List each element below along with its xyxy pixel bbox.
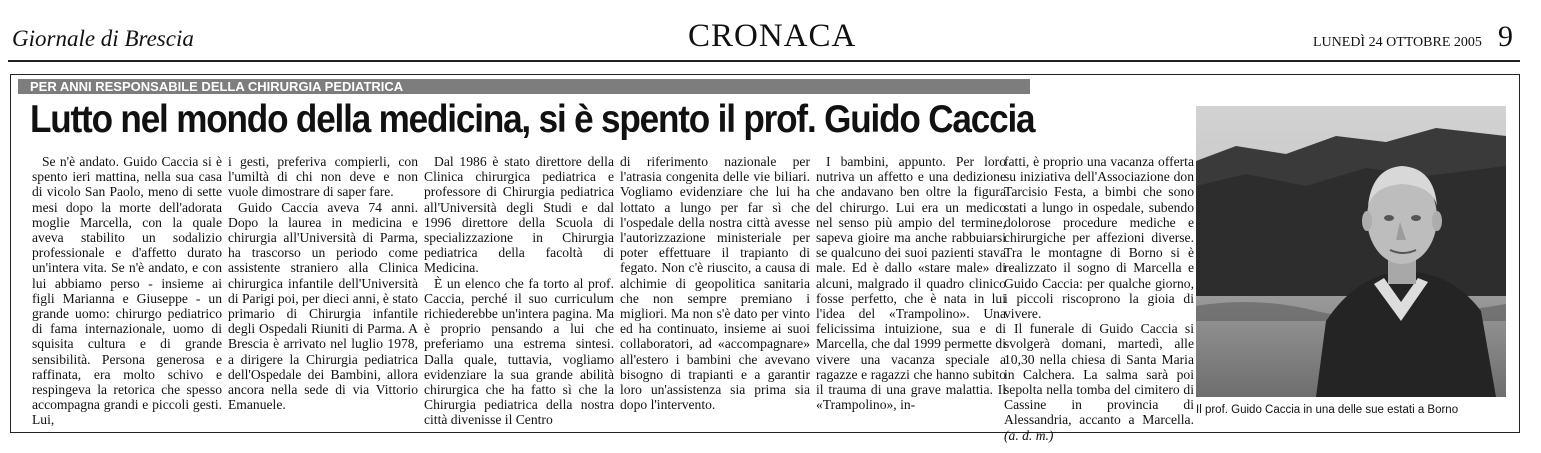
page-number: 9 (1498, 20, 1513, 53)
article-photo (1196, 106, 1506, 397)
article-column-5 (816, 154, 1006, 412)
paragraph: Se n'è andato. Guido Caccia si è spento ieri mattina, nella sua casa di vicolo San Paolo, meno di sette mesi dopo la morte dell'adorata moglie Marcella, con la quale aveva stabilito un sodalizio professionale e d'affetto durato un'intera vita. Se n'è andato, e con lui abbiamo perso - insieme ai figli Marianna e Giuseppe - un grande uomo: chirurgo pediatrico di fama internazionale, uomo di squisita cultura e di grande sensibilità. Persona generosa e raffinata, era molto schivo e respingeva la retorica che spesso accompagna grandi e piccoli gesti. Lui, (32, 154, 222, 428)
article-column-1 (32, 154, 222, 428)
paragraph: I bambini, appunto. Per loro nutriva un affetto e una dedizione che andavano ben oltre la figura del chirurgo. Lui era un medico nel senso più ampio del termine, sapeva gioire ma anche rabbuiarsi se qualcuno dei suoi pazienti stava male. Ed è dallo «stare male» di alcuni, malgrado il quadro clinico fosse perfetto, che è nata in lui l'idea del «Trampolino». Una felicissima intuizione, sua e di Marcella, che dal 1999 permette di vivere una vacanza speciale a ragazze e ragazzi che hanno subito il trauma di una grave malattia. Il «Trampolino», in- (816, 154, 1006, 413)
paragraph: È un elenco che fa torto al prof. Caccia, perché il suo curriculum richiederebbe un'intera pagina. Ma è proprio pensando a lui che preferiamo una estrema sintesi. Dalla quale, tuttavia, vogliamo evidenziare la sua grande abilità chirurgica che ha fatto sì che la Chirurgia pediatrica della nostra città divenisse il Centro (424, 275, 614, 428)
paragraph: fatti, è proprio una vacanza offerta su iniziativa dell'Associazione don Tarcisio Festa, a bimbi che sono stati a lungo in ospedale, subendo dolorose procedure mediche e chirurgiche per affezioni diverse. Tra le montagne di Borno si è realizzato il sogno di Marcella e Guido Caccia: per qualche giorno, i piccoli riscoprono la gioia di vivere. (1004, 154, 1194, 322)
article-kicker: PER ANNI RESPONSABILE DELLA CHIRURGIA PEDIATRICA (18, 79, 1030, 94)
author-signature: (a. d. m.) (1004, 427, 1054, 443)
paragraph (1004, 321, 1194, 443)
paragraph: Dal 1986 è stato direttore della Clinica chirurgica pediatrica e professore di Chirurgia pediatrica all'Università degli Studi e dal 1996 direttore della Scuola di specializzazione in Chirurgia pediatrica della facoltà di Medicina. (424, 154, 614, 276)
article-column-4 (620, 154, 810, 412)
article-column-3 (424, 154, 614, 428)
portrait-photo (1196, 106, 1506, 397)
publication-date: LUNEDÌ 24 OTTOBRE 2005 (1313, 35, 1482, 50)
paragraph-text: Il funerale di Guido Caccia si svolgerà domani, martedì, alle 10,30 nella chiesa di Santa Maria in Calchera. La salma sarà poi sepolta nella tomba del cimitero di Cassine in provincia di Alessandria, accanto a Marcella. (1004, 321, 1194, 428)
paragraph: di riferimento nazionale per l'atrasia congenita delle vie biliari. Vogliamo evidenziare che lui ha lottato a lungo per far sì che l'ospedale della nostra città avesse l'autorizzazione ministeriale per poter effettuare il trapianto di fegato. Non c'è riuscito, a causa di alchimie di geopolitica sanitaria che non sempre premiano i migliori. Ma non s'è dato per vinto ed ha continuato, insieme ai suoi collaboratori, ad «accompagnare» all'estero i bambini che avevano bisogno di trapianti e a garantir loro un'assistenza sia prima sia dopo l'intervento. (620, 154, 810, 413)
newspaper-name: Giornale di Brescia (12, 26, 194, 51)
paragraph: i gesti, preferiva compierli, con l'umiltà di chi non deve e non vuole dimostrare di saper fare. (228, 154, 418, 200)
article-headline: Lutto nel mondo della medicina, si è spento il prof. Guido Caccia (30, 98, 1035, 141)
paragraph: Guido Caccia aveva 74 anni. Dopo la laurea in medicina e chirurgia all'Università di Parma, ha trascorso un periodo come assistente straniero alla Clinica chirurgica infantile dell'Università di Parigi poi, per dieci anni, è stato primario di Chirurgia infantile degli Ospedali Riuniti di Parma. A Brescia è arrivato nel luglio 1978, a dirigere la Chirurgia pediatrica dell'Ospedale dei Bambini, allora ancora nella sede di via Vittorio Emanuele. (228, 199, 418, 413)
article-column-6 (1004, 154, 1194, 443)
section-title: CRONACA (688, 18, 857, 54)
photo-caption: Il prof. Guido Caccia in una delle sue estati a Borno (1196, 404, 1459, 416)
article-column-2 (228, 154, 418, 412)
header-rule (8, 60, 1520, 62)
